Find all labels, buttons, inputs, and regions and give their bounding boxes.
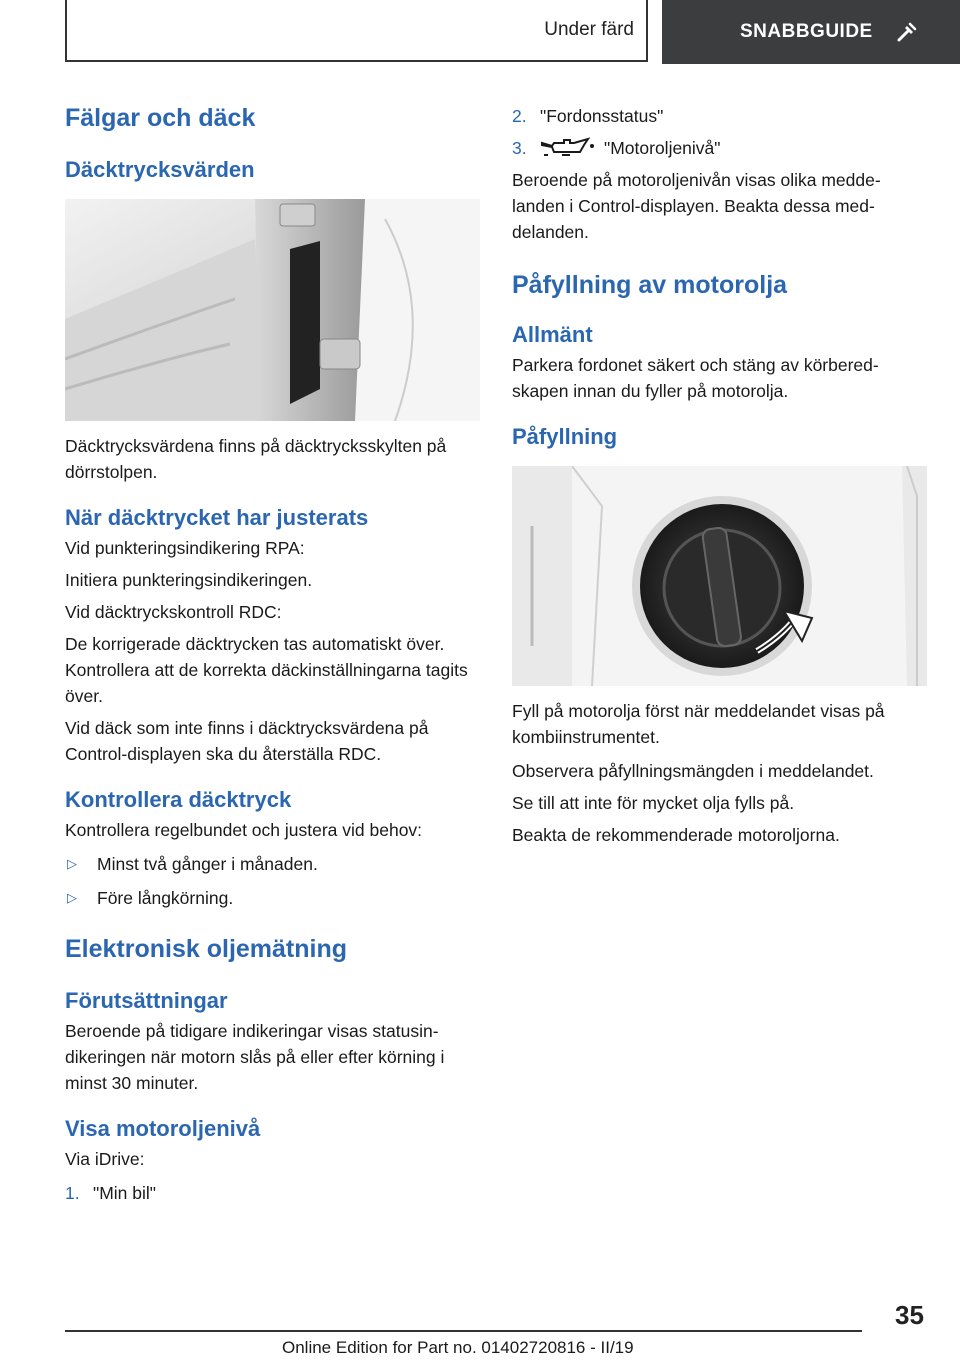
heading-tire-pressure-values: Däcktrycksvärden <box>65 157 255 182</box>
heading-after-adjustment: När däcktrycket har justerats <box>65 505 369 530</box>
step-number: 2. <box>512 106 527 126</box>
text-rdc: Vid däcktryckskontroll RDC: <box>65 602 282 622</box>
step-number: 1. <box>65 1183 80 1203</box>
step-text: "Fordonsstatus" <box>540 106 664 126</box>
step-text: "Motoroljenivå" <box>604 138 721 158</box>
text-not-too-much: Se till att inte för mycket olja fylls på. <box>512 793 795 813</box>
footer-divider <box>65 1330 862 1332</box>
heading-refill-oil: Påfyllning av motorolja <box>512 271 788 299</box>
page-number: 35 <box>895 1300 924 1330</box>
text-recommended-oils: Beakta de rekommenderade motoroljorna. <box>512 825 840 845</box>
text-pressure-location: Däcktrycksvärdena finns på däcktrycksskylten på dörrstolpen. <box>65 436 447 482</box>
text-check-regularly: Kontrollera regelbundet och justera vid behov: <box>65 820 423 840</box>
step-item <box>512 103 927 129</box>
text-rdc-action: De korrigerade däcktrycken tas automatiskt över. Kontrollera att de korrekta däckinställningarna tagits över. <box>65 634 468 706</box>
triangle-bullet-icon: ▷ <box>67 856 77 871</box>
step-item <box>65 1180 480 1206</box>
heading-wheels-tires: Fälgar och däck <box>65 104 256 132</box>
heading-electronic-oil: Elektronisk oljemätning <box>65 935 348 963</box>
oil-can-icon <box>540 137 596 159</box>
heading-check-pressure: Kontrollera däcktryck <box>65 787 292 812</box>
list-item-text: Minst två gånger i månaden. <box>97 854 318 874</box>
text-via-idrive: Via iDrive: <box>65 1149 145 1169</box>
door-pillar-tire-label-image <box>65 199 480 421</box>
text-rpa: Vid punkteringsindikering RPA: <box>65 538 305 558</box>
right-column <box>512 100 927 848</box>
header-guide-tab <box>662 0 960 64</box>
step-item <box>512 135 927 161</box>
footer-edition: Online Edition for Part no. 01402720816 - II/19 <box>282 1338 634 1357</box>
text-prerequisites: Beroende på tidigare indikeringar visas statusindikeringen när motorn slås på eller efter körning i minst 30 minuter. <box>65 1021 445 1093</box>
text-general: Parkera fordonet säkert och stäng av körberedskapen innan du fyller på motorolja. <box>512 355 879 401</box>
header-section-tab <box>65 0 648 62</box>
header-guide-label: SNABBGUIDE <box>740 21 873 42</box>
tools-icon <box>895 20 919 44</box>
step-text: "Min bil" <box>93 1183 156 1203</box>
heading-general: Allmänt <box>512 322 593 347</box>
triangle-bullet-icon: ▷ <box>67 890 77 905</box>
list-item-text: Före långkörning. <box>97 888 234 908</box>
heading-show-oil-level: Visa motoroljenivå <box>65 1116 261 1141</box>
text-oil-messages: Beroende på motoroljenivån visas olika meddelanden i Control-displayen. Beakta dessa meddelanden. <box>512 170 881 242</box>
list-item <box>65 851 480 877</box>
heading-prerequisites: Förutsättningar <box>65 988 228 1013</box>
left-column <box>65 100 480 1206</box>
oil-filler-cap-image <box>512 466 927 686</box>
text-fill-when: Fyll på motorolja först när meddelandet visas på kombiinstrumentet. <box>512 701 885 747</box>
list-item <box>65 885 480 911</box>
header-section-label: Under färd <box>544 19 634 40</box>
text-reset-rdc: Vid däck som inte finns i däcktrycksvärdena på Control-displayen ska du återställa RDC. <box>65 718 429 764</box>
heading-filling: Påfyllning <box>512 424 618 449</box>
text-observe-amount: Observera påfyllningsmängden i meddelandet. <box>512 761 874 781</box>
text-rpa-action: Initiera punkteringsindikeringen. <box>65 570 313 590</box>
step-number: 3. <box>512 138 527 158</box>
